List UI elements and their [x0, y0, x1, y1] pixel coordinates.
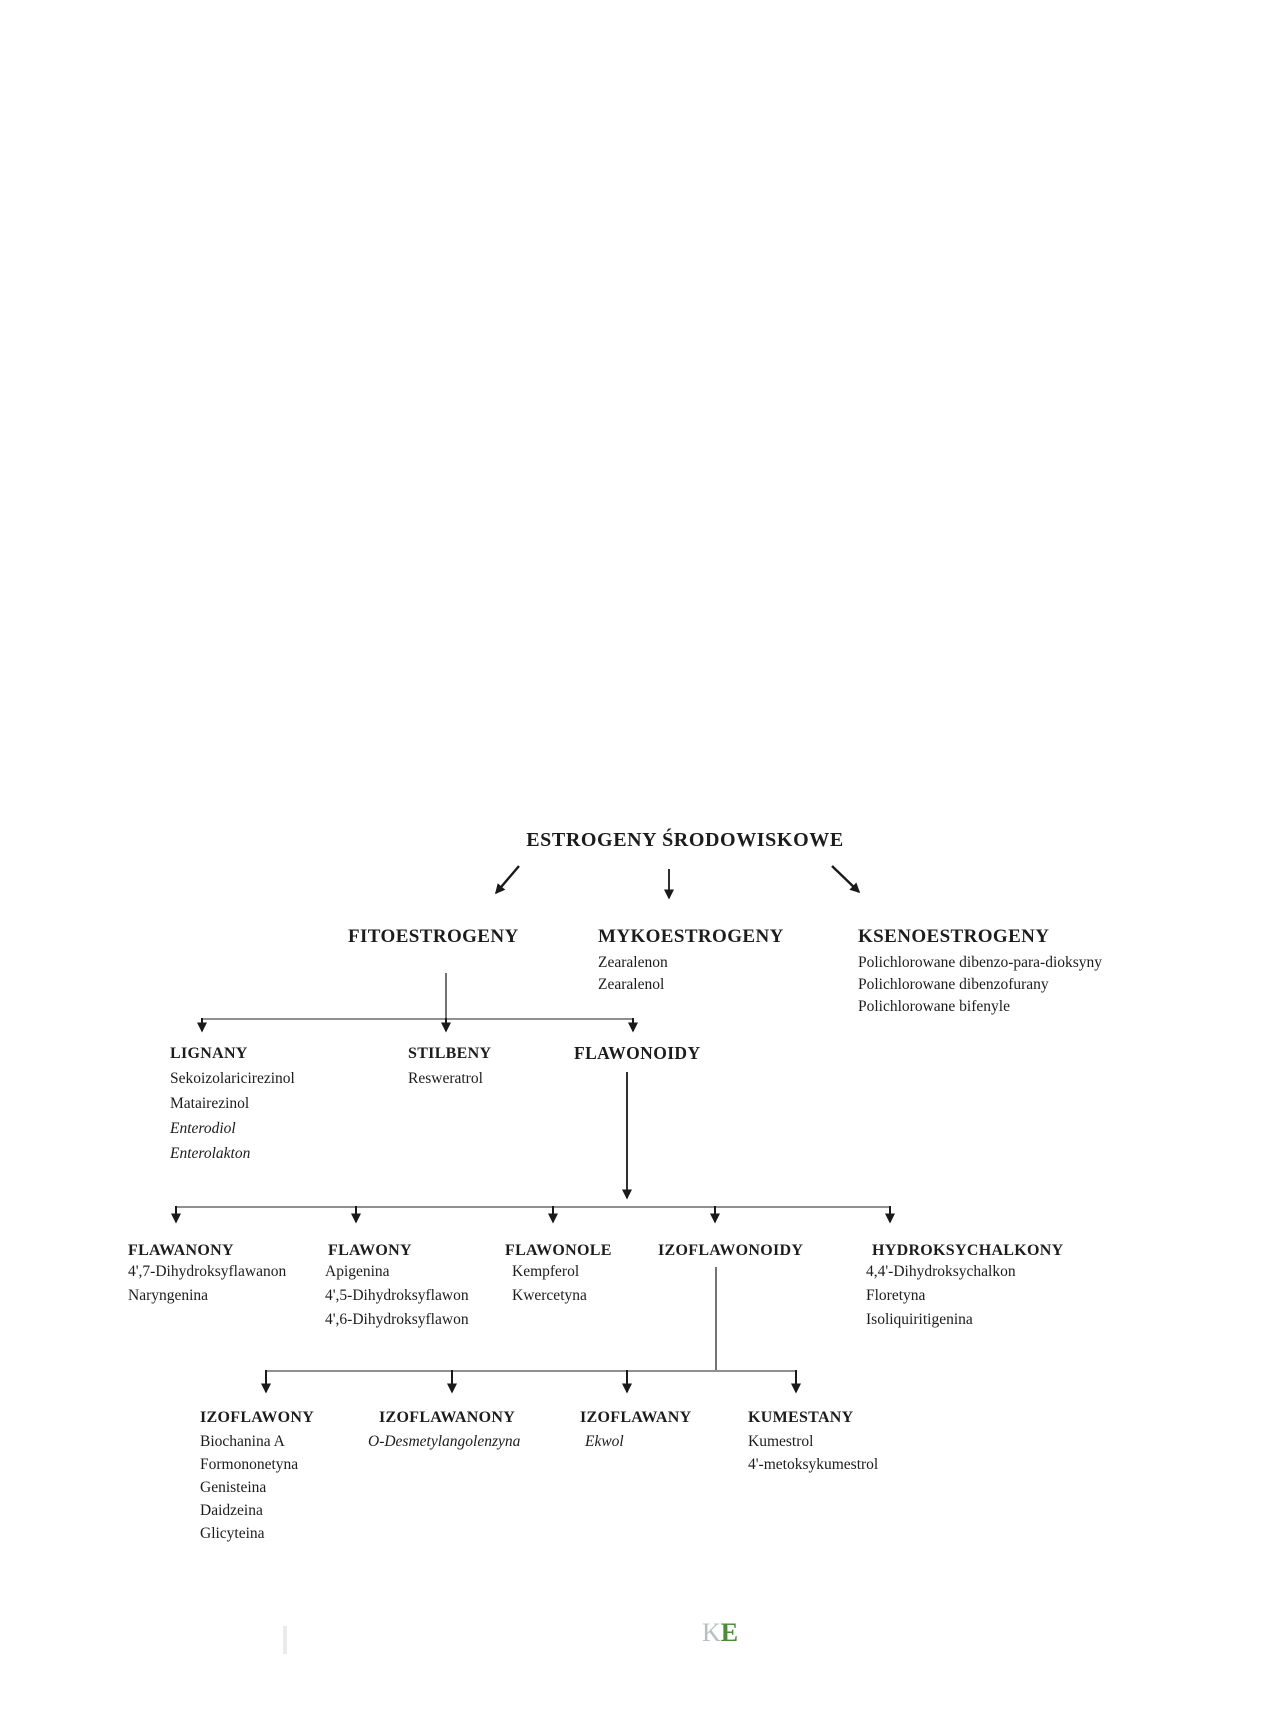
list-item: Zearalenon: [598, 954, 668, 971]
connector-root-to-ksenoestrogeny: [832, 866, 859, 892]
node-izoflawony-label: IZOFLAWONY: [200, 1409, 315, 1426]
node-izoflawony-items: [200, 1430, 298, 1545]
scan-artifact-bar: [283, 1626, 287, 1654]
watermark-letter-e: E: [720, 1618, 739, 1647]
list-item: Biochanina A: [200, 1433, 285, 1450]
list-item: Enterodiol: [170, 1120, 236, 1137]
watermark: [702, 1618, 738, 1648]
list-item: O-Desmetylangolenzyna: [368, 1433, 521, 1450]
list-item: Enterolakton: [170, 1145, 251, 1162]
node-flawony-label: FLAWONY: [328, 1242, 412, 1259]
list-item: Ekwol: [585, 1433, 624, 1450]
node-stilbeny-items: [408, 1066, 483, 1091]
node-hydroksychalkony-label: HYDROKSYCHALKONY: [872, 1242, 1064, 1259]
list-item: Kumestrol: [748, 1433, 814, 1450]
root-node-label: ESTROGENY ŚRODOWISKOWE: [526, 829, 844, 851]
node-flawanony-label: FLAWANONY: [128, 1242, 234, 1259]
node-mykoestrogeny-items: [598, 952, 668, 996]
node-lignany-label: LIGNANY: [170, 1045, 248, 1062]
list-item: Sekoizolaricirezinol: [170, 1070, 295, 1087]
list-item: Kempferol: [512, 1263, 580, 1280]
node-ksenoestrogeny-label: KSENOESTROGENY: [858, 926, 1050, 947]
list-item: Resweratrol: [408, 1070, 483, 1087]
node-flawonole-label: FLAWONOLE: [505, 1242, 612, 1259]
list-item: Zearalenol: [598, 976, 665, 993]
list-item: Floretyna: [866, 1287, 926, 1304]
node-flawony-items: [325, 1260, 469, 1332]
node-lignany-items: [170, 1066, 295, 1166]
node-stilbeny-label: STILBENY: [408, 1045, 492, 1062]
list-item: Daidzeina: [200, 1502, 263, 1519]
list-item: Polichlorowane bifenyle: [858, 998, 1010, 1015]
node-kumestany-items: [748, 1430, 878, 1476]
list-item: Glicyteina: [200, 1525, 265, 1542]
node-fitoestrogeny-label: FITOESTROGENY: [348, 926, 519, 947]
node-izoflawany-items: [585, 1430, 624, 1453]
node-flawanony-items: [128, 1260, 286, 1308]
node-izoflawany-label: IZOFLAWANY: [580, 1409, 692, 1426]
node-flawonole-items: [512, 1260, 587, 1308]
list-item: Formononetyna: [200, 1456, 299, 1473]
node-mykoestrogeny-label: MYKOESTROGENY: [598, 926, 784, 947]
node-izoflawonoidy-label: IZOFLAWONOIDY: [658, 1242, 804, 1259]
list-item: Apigenina: [325, 1263, 390, 1280]
node-flawonoidy-label: FLAWONOIDY: [574, 1043, 701, 1063]
list-item: Genisteina: [200, 1479, 267, 1496]
list-item: 4',6-Dihydroksyflawon: [325, 1311, 469, 1328]
node-hydroksychalkony-items: [866, 1260, 1016, 1332]
node-kumestany-label: KUMESTANY: [748, 1409, 854, 1426]
list-item: 4',7-Dihydroksyflawanon: [128, 1263, 287, 1280]
list-item: Isoliquiritigenina: [866, 1311, 973, 1328]
list-item: Kwercetyna: [512, 1287, 587, 1304]
connector-root-to-fitoestrogeny: [496, 866, 519, 893]
list-item: Matairezinol: [170, 1095, 250, 1112]
node-izoflawanony-items: [368, 1430, 520, 1453]
watermark-letter-k: K: [702, 1618, 721, 1647]
node-ksenoestrogeny-items: [858, 952, 1102, 1018]
list-item: 4'-metoksykumestrol: [748, 1456, 879, 1473]
list-item: 4,4'-Dihydroksychalkon: [866, 1263, 1016, 1280]
list-item: Polichlorowane dibenzofurany: [858, 976, 1049, 993]
list-item: Naryngenina: [128, 1287, 209, 1304]
list-item: 4',5-Dihydroksyflawon: [325, 1287, 469, 1304]
list-item: Polichlorowane dibenzo-para-dioksyny: [858, 954, 1103, 971]
node-izoflawanony-label: IZOFLAWANONY: [379, 1409, 516, 1426]
